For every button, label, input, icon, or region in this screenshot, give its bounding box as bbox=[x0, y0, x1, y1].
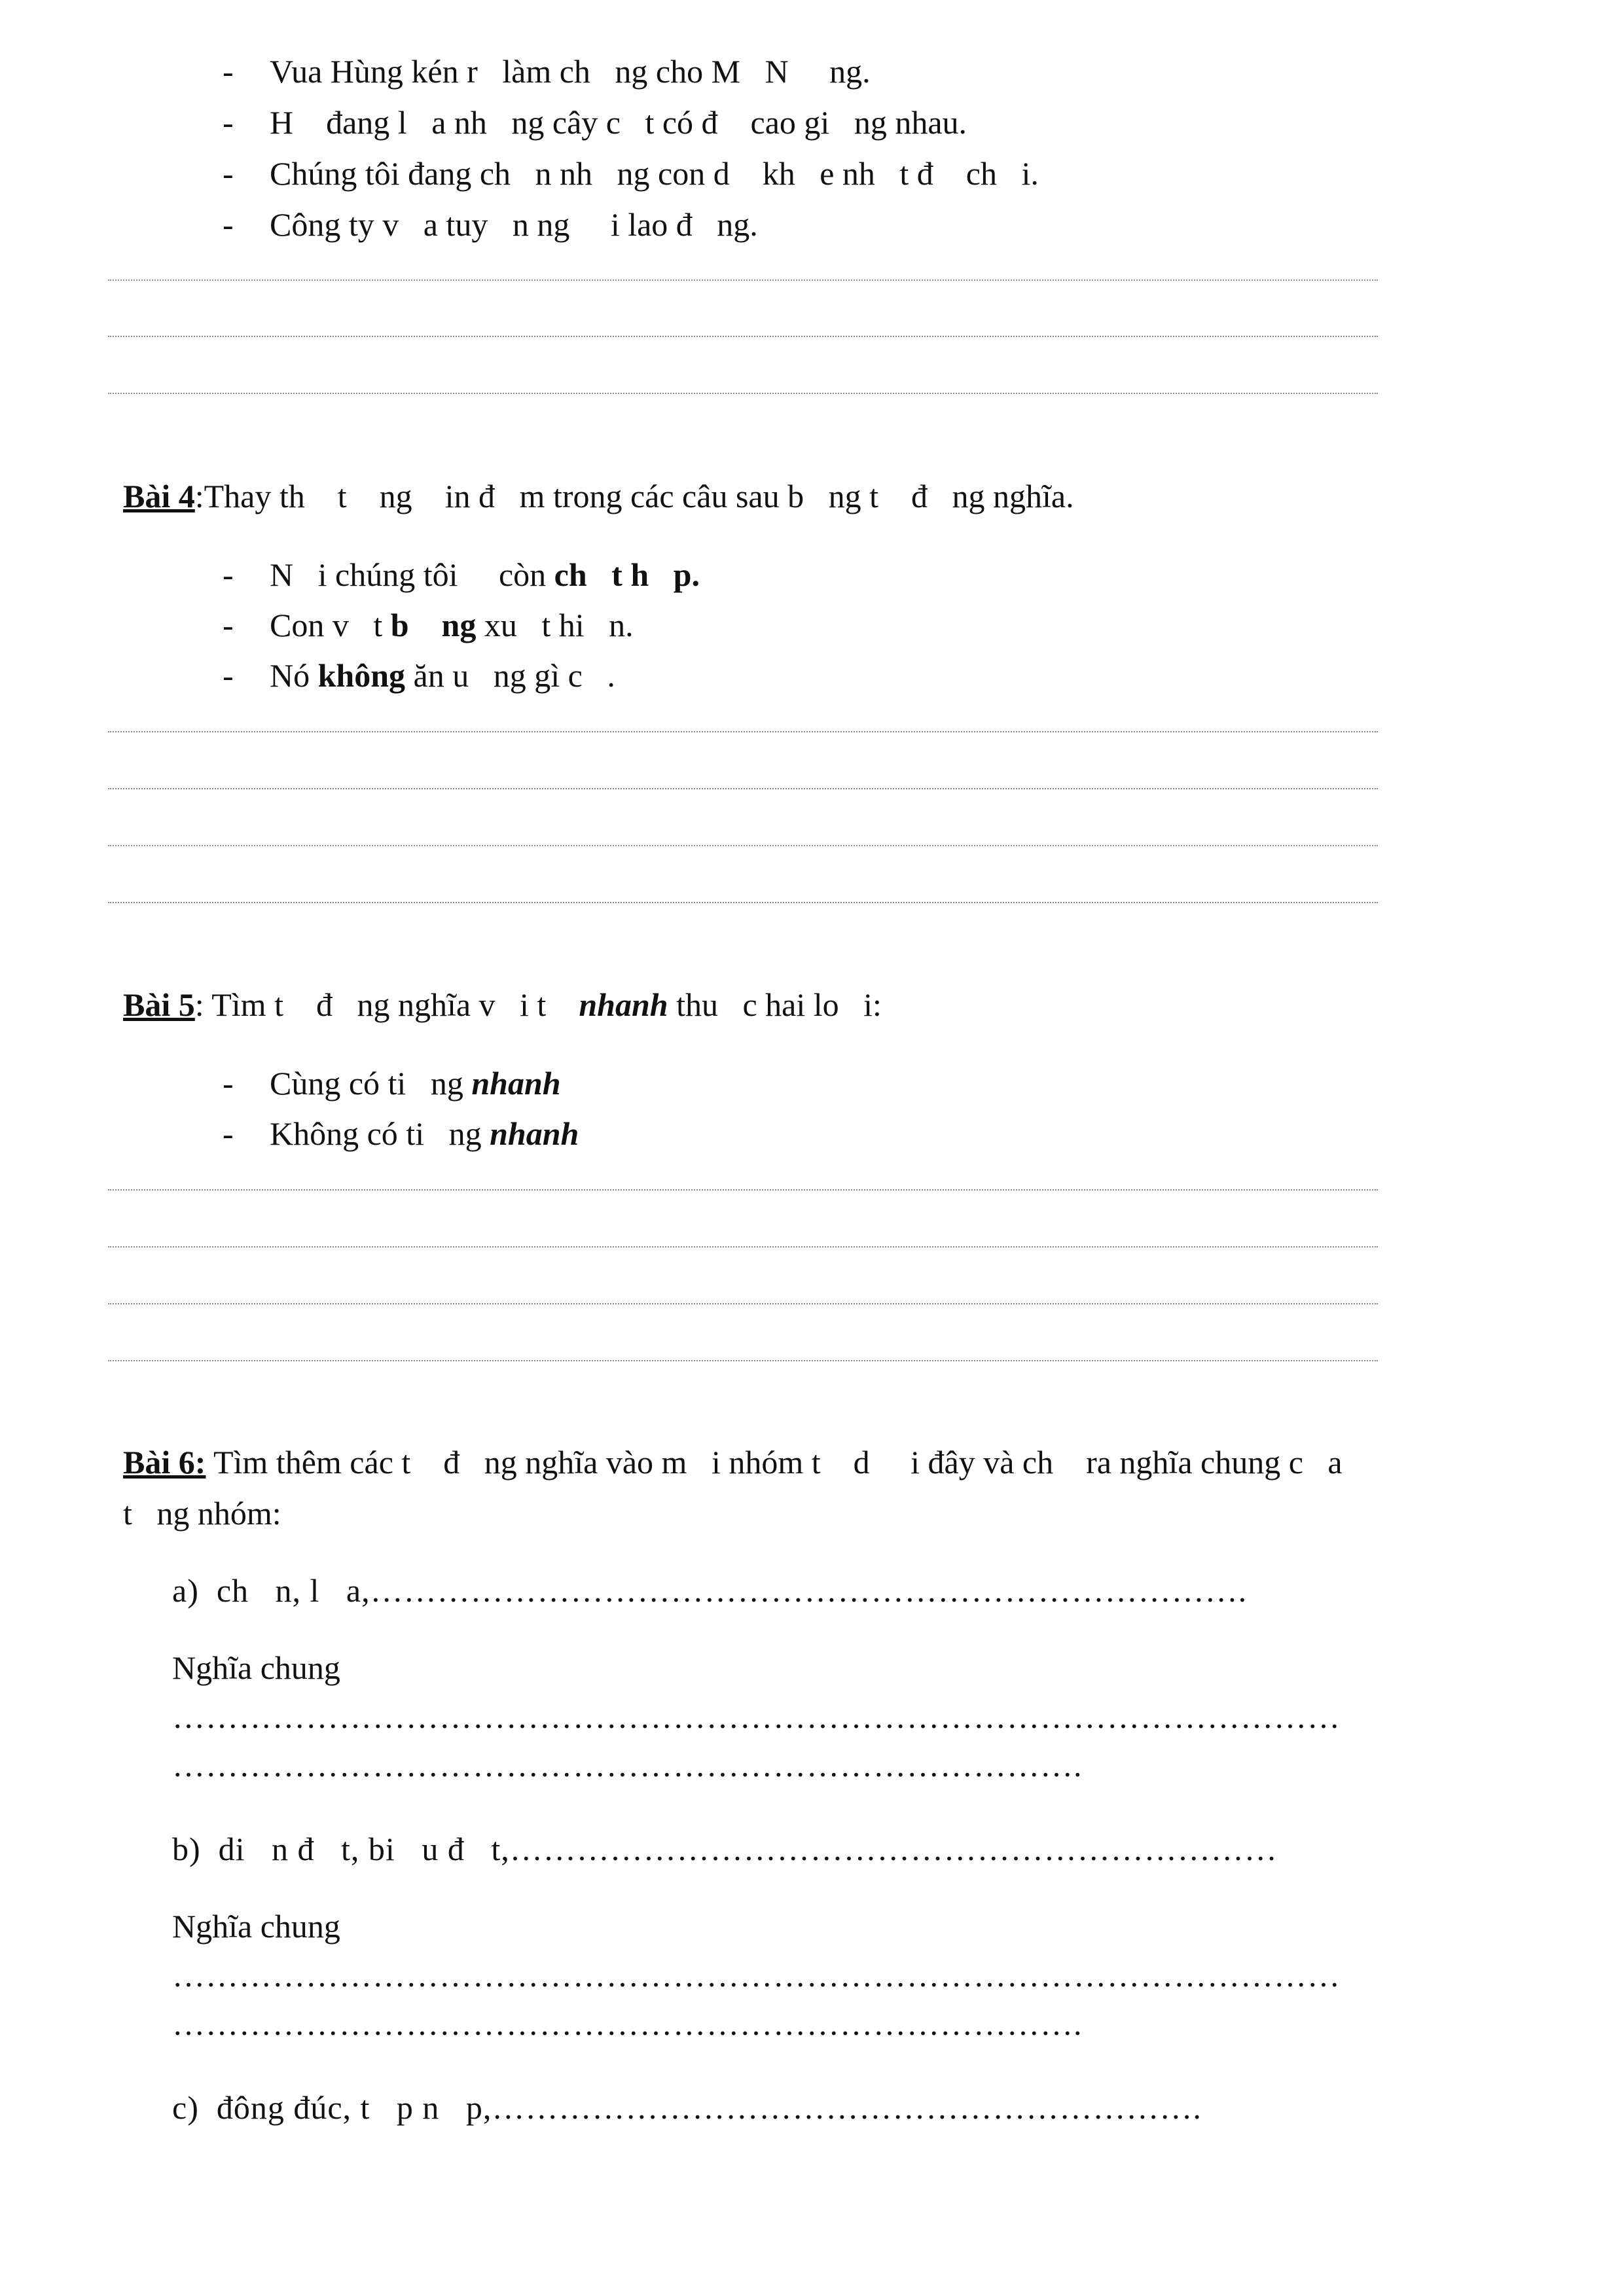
list-item: H đang l a nh ng cây c t có đ cao gi ng nhau. bbox=[270, 104, 967, 141]
bullet-dash: - bbox=[223, 206, 234, 243]
answer-line[interactable] bbox=[108, 1360, 1378, 1361]
list-item: N i chúng tôi còn ch t h p. bbox=[270, 556, 700, 593]
answer-line[interactable] bbox=[108, 336, 1378, 337]
answer-line[interactable] bbox=[108, 845, 1378, 846]
meaning-fill-line[interactable]: …………………………………………………………………………………………… bbox=[172, 1698, 1341, 1735]
exercise-4-prompt: Bài 4:Thay th t ng in đ m trong các câu sau b ng t đ ng nghĩa. bbox=[123, 478, 1074, 514]
exercise-6-prompt: Bài 6: Tìm thêm các t đ ng nghĩa vào m i nhóm t d i đây và ch ra nghĩa chung c a bbox=[123, 1444, 1343, 1480]
list-item: Vua Hùng kén r làm ch ng cho M N ng. bbox=[270, 53, 871, 90]
answer-line[interactable] bbox=[108, 1246, 1378, 1247]
exercise-5-heading: Bài 5 bbox=[123, 986, 195, 1023]
meaning-label: Nghĩa chung bbox=[172, 1908, 340, 1945]
list-item: Chúng tôi đang ch n nh ng con d kh e nh t đ ch i. bbox=[270, 155, 1039, 192]
group-b-fill-line[interactable]: b) di n đ t, bi u đ t,…………………………………………………………… bbox=[172, 1831, 1278, 1867]
group-c-fill-line[interactable]: c) đông đúc, t p n p,………………………………………………………. bbox=[172, 2089, 1202, 2126]
exercise-4-heading: Bài 4 bbox=[123, 478, 195, 514]
bullet-dash: - bbox=[223, 607, 234, 643]
answer-line[interactable] bbox=[108, 788, 1378, 789]
list-item: Cùng có ti ng nhanh bbox=[270, 1065, 561, 1102]
bullet-dash: - bbox=[223, 155, 234, 192]
bullet-dash: - bbox=[223, 657, 234, 694]
list-item: Công ty v a tuy n ng i lao đ ng. bbox=[270, 206, 758, 243]
answer-line[interactable] bbox=[108, 1189, 1378, 1191]
group-a-fill-line[interactable]: a) ch n, l a,……………………………………………………………………. bbox=[172, 1572, 1248, 1609]
bullet-dash: - bbox=[223, 1115, 234, 1152]
bullet-dash: - bbox=[223, 53, 234, 90]
exercise-6-heading: Bài 6: bbox=[123, 1444, 206, 1480]
answer-line[interactable] bbox=[108, 393, 1378, 394]
meaning-fill-line[interactable]: …………………………………………………………………………………………… bbox=[172, 1957, 1341, 1994]
answer-line[interactable] bbox=[108, 1303, 1378, 1304]
bullet-dash: - bbox=[223, 1065, 234, 1102]
list-item: Không có ti ng nhanh bbox=[270, 1115, 579, 1152]
answer-line[interactable] bbox=[108, 902, 1378, 903]
meaning-fill-line[interactable]: ………………………………………………………………………. bbox=[172, 2005, 1083, 2042]
exercise-5-prompt: Bài 5: Tìm t đ ng nghĩa v i t nhanh thu c hai lo i: bbox=[123, 986, 882, 1023]
bullet-dash: - bbox=[223, 556, 234, 593]
bullet-dash: - bbox=[223, 104, 234, 141]
meaning-label: Nghĩa chung bbox=[172, 1649, 340, 1686]
list-item: Nó không ăn u ng gì c . bbox=[270, 657, 615, 694]
meaning-fill-line[interactable]: ………………………………………………………………………. bbox=[172, 1747, 1083, 1784]
answer-line[interactable] bbox=[108, 731, 1378, 732]
list-item: Con v t b ng xu t hi n. bbox=[270, 607, 634, 643]
exercise-6-prompt-cont: t ng nhóm: bbox=[123, 1495, 281, 1532]
answer-line[interactable] bbox=[108, 279, 1378, 281]
